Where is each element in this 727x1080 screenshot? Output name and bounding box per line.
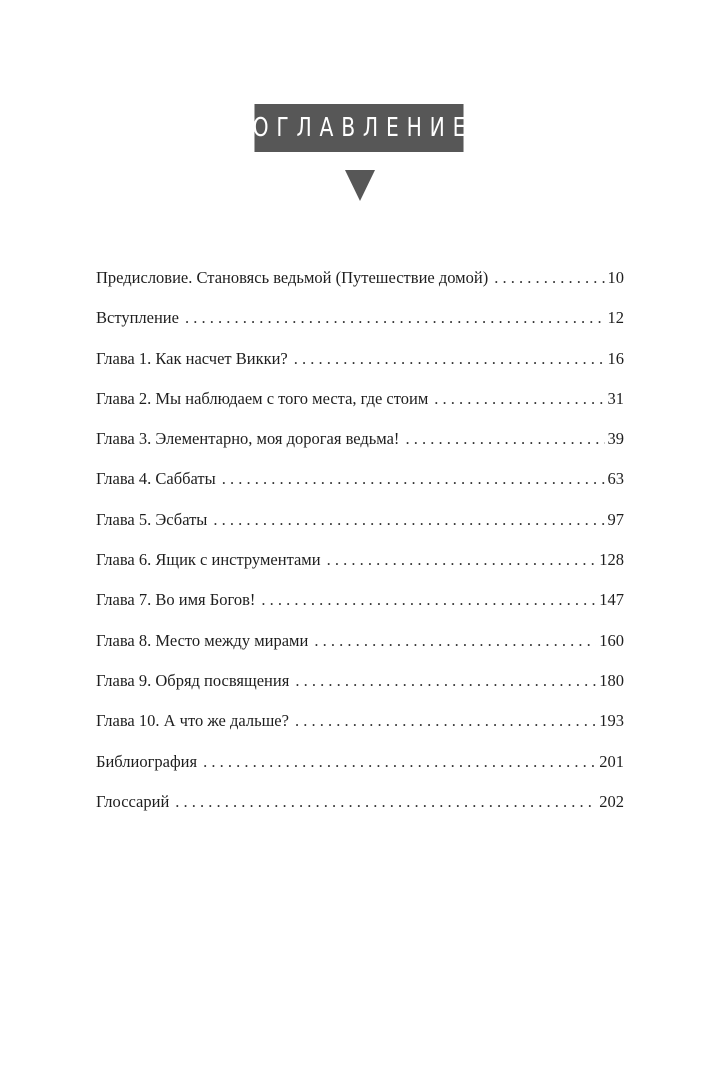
toc-entry[interactable]	[96, 264, 624, 304]
toc-entry[interactable]	[96, 345, 624, 385]
toc-entry-page: 202	[599, 791, 624, 811]
table-of-contents	[96, 264, 624, 828]
toc-entry-title: Глава 8. Место между мирами	[96, 630, 309, 650]
toc-entry-page: 180	[599, 670, 624, 690]
toc-entry-page: 160	[599, 630, 624, 650]
toc-entry-title: Глава 10. А что же дальше?	[96, 711, 289, 731]
toc-entry-page: 10	[607, 268, 624, 287]
toc-entry-page: 16	[607, 348, 624, 368]
dot-leader	[405, 425, 604, 453]
dot-leader	[294, 345, 605, 373]
dot-leader	[494, 264, 604, 292]
toc-entry-page: 147	[599, 590, 624, 610]
toc-entry-page: 39	[607, 429, 624, 449]
dot-leader	[314, 627, 596, 655]
toc-entry-title: Предисловие. Становясь ведьмой (Путешествие домой)	[96, 268, 489, 287]
toc-entry[interactable]	[96, 304, 624, 344]
toc-entry[interactable]	[96, 546, 624, 586]
toc-entry[interactable]	[96, 788, 624, 828]
toc-entry-title: Глава 4. Саббаты	[96, 469, 216, 489]
toc-entry-title: Глава 2. Мы наблюдаем с того места, где стоим	[96, 388, 429, 408]
dot-leader	[327, 546, 597, 574]
toc-entry-title: Глава 6. Ящик с инструментами	[96, 550, 321, 570]
toc-entry[interactable]	[96, 667, 624, 707]
down-triangle-icon	[345, 170, 375, 201]
dot-leader	[434, 385, 604, 413]
dot-leader	[295, 707, 596, 735]
toc-heading-text: ОГЛАВЛЕНИЕ	[252, 113, 474, 143]
dot-leader	[175, 788, 596, 816]
dot-leader	[222, 465, 605, 493]
toc-entry-page: 201	[599, 751, 624, 771]
toc-entry[interactable]	[96, 385, 624, 425]
toc-entry[interactable]	[96, 586, 624, 626]
toc-entry-title: Библиография	[96, 751, 198, 771]
toc-entry[interactable]	[96, 425, 624, 465]
toc-entry-title: Вступление	[96, 308, 179, 328]
toc-entry[interactable]	[96, 627, 624, 667]
dot-leader	[213, 506, 604, 534]
toc-entry-title: Глава 3. Элементарно, моя дорогая ведьма!	[96, 429, 400, 449]
toc-entry-title: Глава 7. Во имя Богов!	[96, 590, 256, 610]
dot-leader	[185, 304, 605, 332]
toc-entry[interactable]	[96, 748, 624, 788]
toc-entry-title: Глава 1. Как насчет Викки?	[96, 348, 288, 368]
toc-entry-page: 97	[607, 509, 624, 529]
toc-entry-page: 128	[599, 550, 624, 570]
toc-entry-page: 12	[607, 308, 624, 328]
toc-entry-title: Глоссарий	[96, 791, 170, 811]
toc-entry[interactable]	[96, 465, 624, 505]
dot-leader	[295, 667, 596, 695]
dot-leader	[261, 586, 596, 614]
toc-entry-page: 193	[599, 711, 624, 731]
toc-entry-title: Глава 5. Эсбаты	[96, 509, 208, 529]
toc-entry-page: 63	[607, 469, 624, 489]
dot-leader	[203, 748, 596, 776]
toc-entry-page: 31	[607, 388, 624, 408]
toc-entry-title: Глава 9. Обряд посвящения	[96, 670, 290, 690]
toc-entry[interactable]	[96, 707, 624, 747]
toc-heading	[252, 104, 474, 152]
toc-entry[interactable]	[96, 506, 624, 546]
